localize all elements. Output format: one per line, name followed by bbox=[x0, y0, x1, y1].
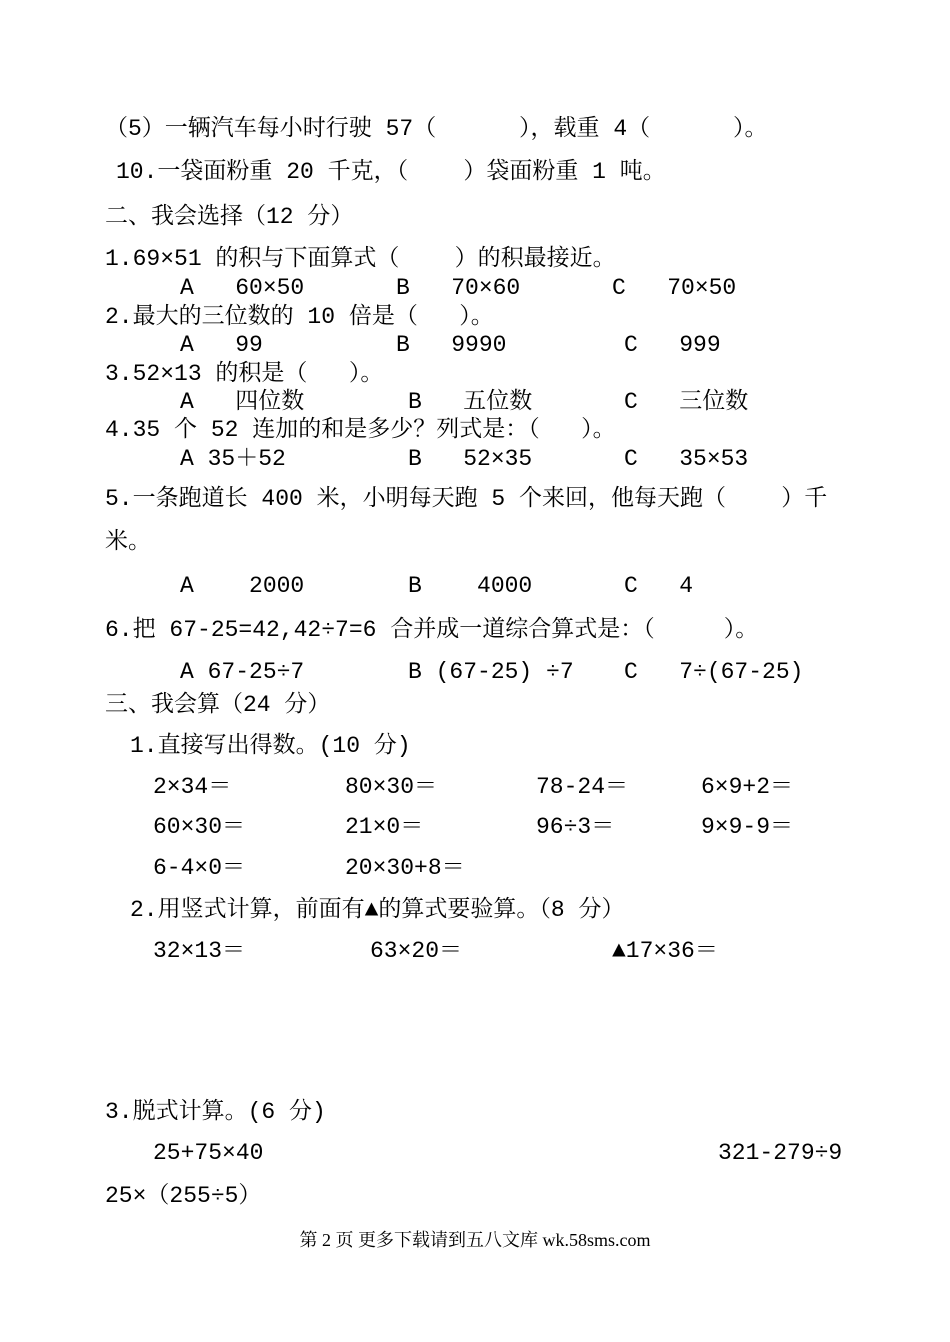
section-2-heading: 二、我会选择（12 分） bbox=[105, 204, 354, 230]
choice-q1-stem: 1.69×51 的积与下面算式（ ）的积最接近。 bbox=[105, 246, 616, 272]
choice-q6-stem: 6.把 67-25=42,42÷7=6 合并成一道综合算式是：（ ）。 bbox=[105, 617, 759, 643]
choice-q4-option-a: A 35＋52 bbox=[180, 446, 286, 472]
calc-part3-item3: 25×（255÷5） bbox=[105, 1183, 262, 1209]
choice-q4-stem: 4.35 个 52 连加的和是多少？列式是：（ ）。 bbox=[105, 417, 616, 443]
choice-q2-option-c: C 999 bbox=[624, 332, 721, 358]
calc-part1-r2c3: 96÷3＝ bbox=[536, 814, 615, 840]
calc-part2-item3: ▲17×36＝ bbox=[612, 938, 718, 964]
calc-part2-item2: 63×20＝ bbox=[370, 938, 463, 964]
choice-q4-option-c: C 35×53 bbox=[624, 446, 749, 472]
calc-part1-r1c4: 6×9+2＝ bbox=[701, 774, 794, 800]
calc-part2-item1: 32×13＝ bbox=[153, 938, 246, 964]
calc-part1-title: 1.直接写出得数。(10 分) bbox=[130, 733, 411, 759]
choice-q1-option-c: C 70×50 bbox=[612, 275, 737, 301]
choice-q3-option-b: B 五位数 bbox=[408, 389, 533, 415]
calc-part1-r1c2: 80×30＝ bbox=[345, 774, 438, 800]
choice-q2-option-a: A 99 bbox=[180, 332, 263, 358]
calc-part1-r2c4: 9×9-9＝ bbox=[701, 814, 794, 840]
calc-part3-item2: 321-279÷9 bbox=[718, 1140, 843, 1166]
calc-part3-item1: 25+75×40 bbox=[153, 1140, 264, 1166]
calc-part1-r2c1: 60×30＝ bbox=[153, 814, 246, 840]
section-3-heading: 三、我会算（24 分） bbox=[105, 692, 331, 718]
choice-q5-stem-line2: 米。 bbox=[105, 529, 151, 555]
choice-q2-stem: 2.最大的三位数的 10 倍是（ ）。 bbox=[105, 304, 494, 330]
choice-q1-option-b: B 70×60 bbox=[396, 275, 521, 301]
page-footer: 第 2 页 更多下载请到五八文库 wk.58sms.com bbox=[299, 1230, 651, 1250]
calc-part1-r2c2: 21×0＝ bbox=[345, 814, 424, 840]
choice-q6-option-b: B (67-25) ÷7 bbox=[408, 659, 574, 685]
choice-q5-option-a: A 2000 bbox=[180, 573, 305, 599]
calc-part1-r1c1: 2×34＝ bbox=[153, 774, 232, 800]
choice-q3-option-a: A 四位数 bbox=[180, 389, 305, 415]
question-10: 10.一袋面粉重 20 千克，（ ）袋面粉重 1 吨。 bbox=[116, 159, 666, 185]
choice-q5-stem-line1: 5.一条跑道长 400 米，小明每天跑 5 个来回，他每天跑（ ）千 bbox=[105, 486, 828, 512]
calc-part2-title: 2.用竖式计算，前面有▲的算式要验算。（8 分） bbox=[130, 897, 625, 923]
choice-q2-option-b: B 9990 bbox=[396, 332, 507, 358]
choice-q3-stem: 3.52×13 的积是（ ）。 bbox=[105, 361, 384, 387]
calc-part1-r3c1: 6-4×0＝ bbox=[153, 855, 246, 881]
question-9-5: （5）一辆汽车每小时行驶 57（ ），载重 4（ ）。 bbox=[105, 116, 768, 142]
calc-part1-r1c3: 78-24＝ bbox=[536, 774, 629, 800]
calc-part3-title: 3.脱式计算。(6 分) bbox=[105, 1099, 326, 1125]
choice-q4-option-b: B 52×35 bbox=[408, 446, 533, 472]
choice-q6-option-a: A 67-25÷7 bbox=[180, 659, 305, 685]
choice-q5-option-b: B 4000 bbox=[408, 573, 533, 599]
choice-q6-option-c: C 7÷(67-25) bbox=[624, 659, 804, 685]
calc-part1-r3c2: 20×30+8＝ bbox=[345, 855, 465, 881]
choice-q1-option-a: A 60×50 bbox=[180, 275, 305, 301]
choice-q3-option-c: C 三位数 bbox=[624, 389, 749, 415]
choice-q5-option-c: C 4 bbox=[624, 573, 694, 599]
